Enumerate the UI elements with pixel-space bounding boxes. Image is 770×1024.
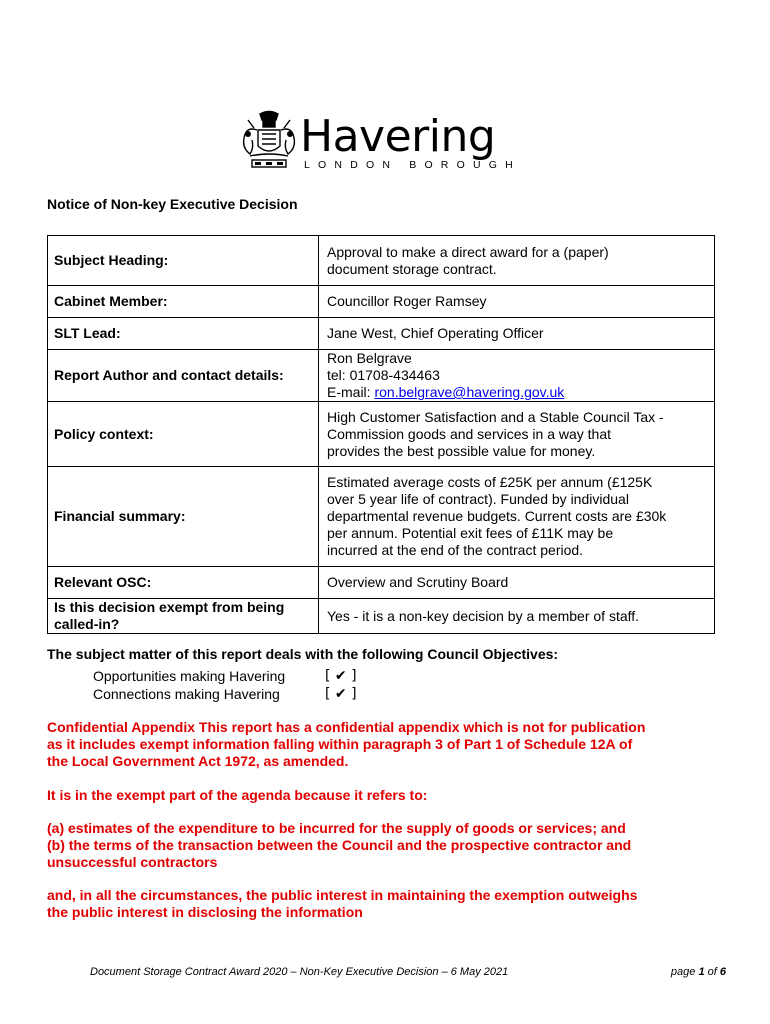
table-row <box>48 599 715 634</box>
table-label: Report Author and contact details: <box>48 350 319 402</box>
value-line <box>327 384 708 401</box>
table-value: Yes - it is a non-key decision by a member of staff. <box>319 599 715 634</box>
objectives-heading: The subject matter of this report deals with the following Council Objectives: <box>47 646 559 662</box>
exempt-reasons <box>47 820 727 871</box>
objective-name: Opportunities making Havering <box>93 668 286 684</box>
table-row <box>48 567 715 599</box>
table-label: Financial summary: <box>48 467 319 567</box>
page-total: 6 <box>719 966 726 978</box>
exempt-part-notice: It is in the exempt part of the agenda because it refers to: <box>47 787 428 803</box>
value-line: Ron Belgrave <box>327 350 412 366</box>
table-label: Relevant OSC: <box>48 567 319 599</box>
text-line: the Local Government Act 1972, as amended. <box>47 753 349 769</box>
table-label: Policy context: <box>48 402 319 467</box>
table-label: SLT Lead: <box>48 318 319 350</box>
value-line: document storage contract. <box>327 260 497 277</box>
list-item <box>93 685 357 703</box>
table-value <box>319 350 715 402</box>
page-number <box>671 966 726 978</box>
value-line: tel: 01708-434463 <box>327 367 440 383</box>
label-line: Is this decision exempt from being <box>54 599 285 615</box>
value-line: departmental revenue budgets. Current costs are £30k <box>327 508 667 524</box>
value-line: Approval to make a direct award for a (paper) <box>327 243 609 260</box>
value-line: Estimated average costs of £25K per annum (£125K <box>327 474 653 490</box>
text-line: Confidential Appendix This report has a confidential appendix which is not for publication <box>47 719 646 735</box>
table-value <box>319 402 715 467</box>
table-value: Jane West, Chief Operating Officer <box>319 318 715 350</box>
page-title: Notice of Non-key Executive Decision <box>47 196 298 212</box>
label-line: called-in? <box>54 616 120 632</box>
value-line: provides the best possible value for money. <box>327 442 596 459</box>
table-row <box>48 236 715 286</box>
table-label <box>48 599 319 634</box>
table-row <box>48 286 715 318</box>
value-line: per annum. Potential exit fees of £11K may be <box>327 525 614 541</box>
table-value: Councillor Roger Ramsey <box>319 286 715 318</box>
page-of: of <box>704 966 720 978</box>
table-value <box>319 467 715 567</box>
text-line: (b) the terms of the transaction between the Council and the prospective contractor and <box>47 837 632 853</box>
checkmark-icon: [ ✔ ] <box>325 686 357 702</box>
value-line: over 5 year life of contract). Funded by individual <box>327 491 629 507</box>
logo-wordmark: Havering <box>300 111 496 162</box>
value-line: Commission goods and services in a way that <box>327 425 612 442</box>
table-value: Overview and Scrutiny Board <box>319 567 715 599</box>
text-line: (a) estimates of the expenditure to be incurred for the supply of goods or services; and <box>47 820 626 836</box>
objectives-list <box>93 667 357 703</box>
table-row <box>48 467 715 567</box>
table-row <box>48 402 715 467</box>
table-value <box>319 236 715 286</box>
table-label: Subject Heading: <box>48 236 319 286</box>
logo-subtitle: LONDON BOROUGH <box>304 159 521 171</box>
decision-details-table <box>47 235 715 634</box>
table-row <box>48 318 715 350</box>
text-line: unsuccessful contractors <box>47 854 218 870</box>
footer-text: Document Storage Contract Award 2020 – Non-Key Executive Decision – 6 May 2021 <box>90 966 509 978</box>
value-line: incurred at the end of the contract period. <box>327 542 584 558</box>
table-label: Cabinet Member: <box>48 286 319 318</box>
text-line: and, in all the circumstances, the public interest in maintaining the exemption outweighs <box>47 887 638 903</box>
objective-name: Connections making Havering <box>93 686 280 702</box>
havering-logo <box>240 110 530 180</box>
page-current: 1 <box>698 966 705 978</box>
value-line: High Customer Satisfaction and a Stable Council Tax - <box>327 408 664 425</box>
table-row <box>48 350 715 402</box>
checkmark-icon: [ ✔ ] <box>325 668 357 684</box>
confidential-appendix-notice <box>47 719 727 770</box>
page-prefix: page <box>670 966 699 978</box>
list-item <box>93 667 357 685</box>
email-link[interactable]: ron.belgrave@havering.gov.uk <box>374 384 565 400</box>
text-line: as it includes exempt information falling within paragraph 3 of Part 1 of Schedule 12A of <box>47 736 633 752</box>
coat-of-arms-icon <box>240 110 298 172</box>
email-prefix: E-mail: <box>327 384 375 400</box>
public-interest-notice <box>47 887 727 921</box>
text-line: the public interest in disclosing the information <box>47 904 363 920</box>
